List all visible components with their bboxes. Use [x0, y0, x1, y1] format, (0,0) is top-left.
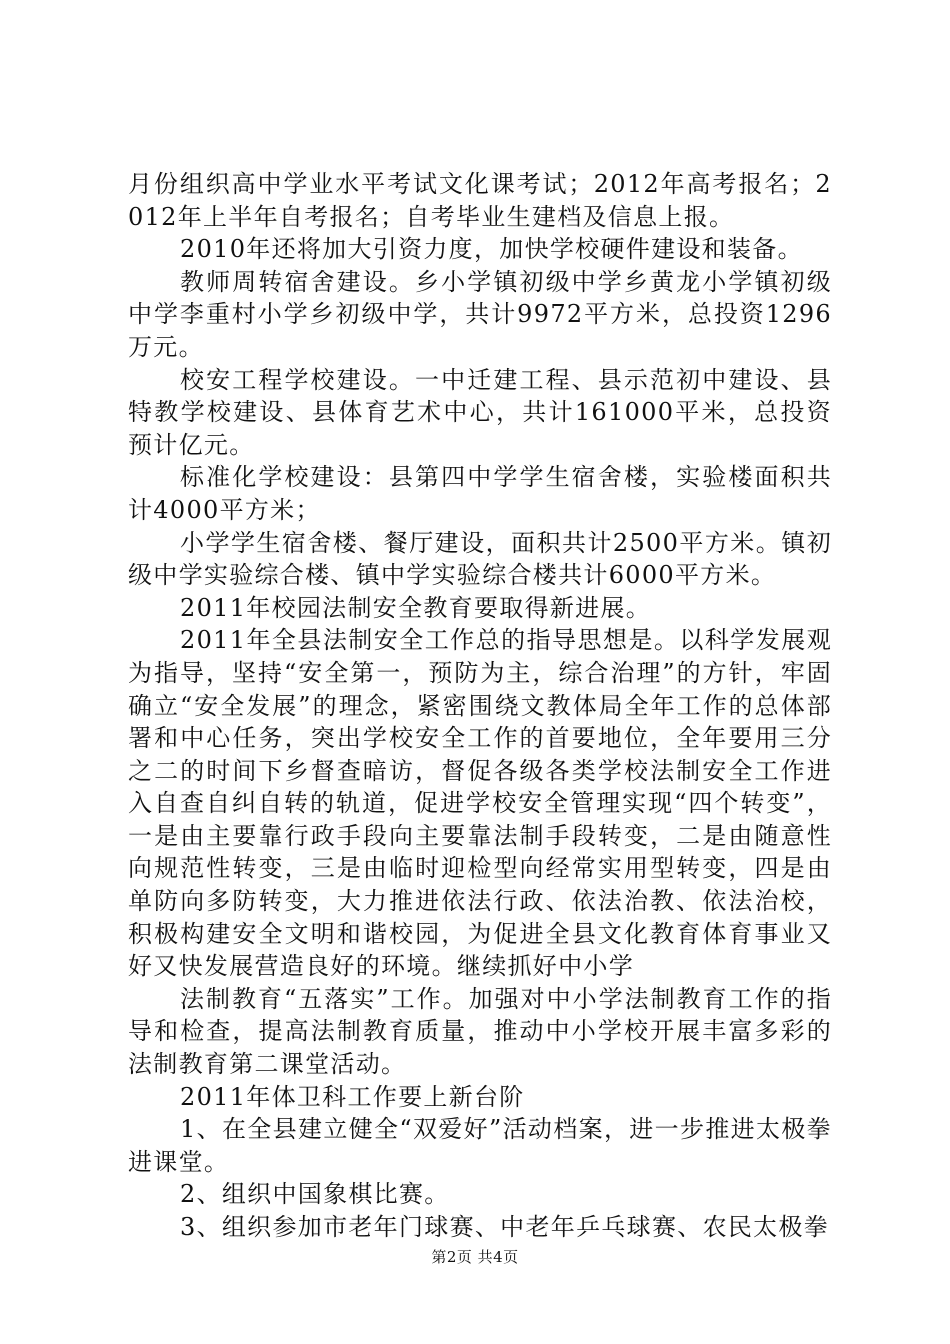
document-body	[128, 168, 832, 1244]
paragraph-6: 小学学生宿舍楼、餐厅建设，面积共计2500平方米。镇初级中学实验综合楼、镇中学实验综合楼共计6000平方米。	[128, 528, 832, 590]
paragraph-4: 校安工程学校建设。一中迁建工程、县示范初中建设、县特教学校建设、县体育艺术中心，共计161000平米，总投资预计亿元。	[128, 365, 832, 459]
paragraph-2: 2010年还将加大引资力度，加快学校硬件建设和装备。	[180, 235, 803, 264]
paragraph-3: 教师周转宿舍建设。乡小学镇初级中学乡黄龙小学镇初级中学李重村小学乡初级中学，共计9972平方米，总投资1296万元。	[128, 267, 832, 361]
paragraph-13: 3、组织参加市老年门球赛、中老年乒乓球赛、农民太极拳	[180, 1213, 830, 1241]
paragraph-7: 2011年校园法制安全教育要取得新进展。	[180, 593, 652, 622]
paragraph-12: 2、组织中国象棋比赛。	[180, 1180, 450, 1209]
paragraph-1: 月份组织高中学业水平考试文化课考试；2012年高考报名；2012年上半年自考报名；自考毕业生建档及信息上报。	[128, 170, 832, 231]
paragraph-5: 标准化学校建设：县第四中学学生宿舍楼，实验楼面积共计4000平方米；	[128, 463, 832, 524]
paragraph-10: 2011年体卫科工作要上新台阶	[180, 1082, 525, 1111]
paragraph-8: 2011年全县法制安全工作总的指导思想是。以科学发展观为指导，坚持“安全第一，预防为主，综合治理”的方针，牢固确立“安全发展”的理念，紧密围绕文教体局全年工作的总体部署和中心任务，突出学校安全工作的首要地位，全年要用三分之二的时间下乡督查暗访，督促各级各类学校法制安全工作进入自查自纠自转的轨道，促进学校安全管理实现“四个转变”，一是由主要靠行政手段向主要靠法制手段转变，二是由随意性向规范性转变，三是由临时迎检型向经常实用型转变，四是由单防向多防转变，大力推进依法行政、依法治教、依法治校，积极构建安全文明和谐校园，为促进全县文化教育体育事业又好又快发展营造良好的环境。继续抓好中小学	[128, 626, 832, 981]
paragraph-11: 1、在全县建立健全“双爱好”活动档案，进一步推进太极拳进课堂。	[128, 1115, 832, 1176]
paragraph-9: 法制教育“五落实”工作。加强对中小学法制教育工作的指导和检查，提高法制教育质量，推动中小学校开展丰富多彩的法制教育第二课堂活动。	[128, 984, 832, 1079]
page-number-footer: 第2页 共4页	[431, 1248, 519, 1266]
